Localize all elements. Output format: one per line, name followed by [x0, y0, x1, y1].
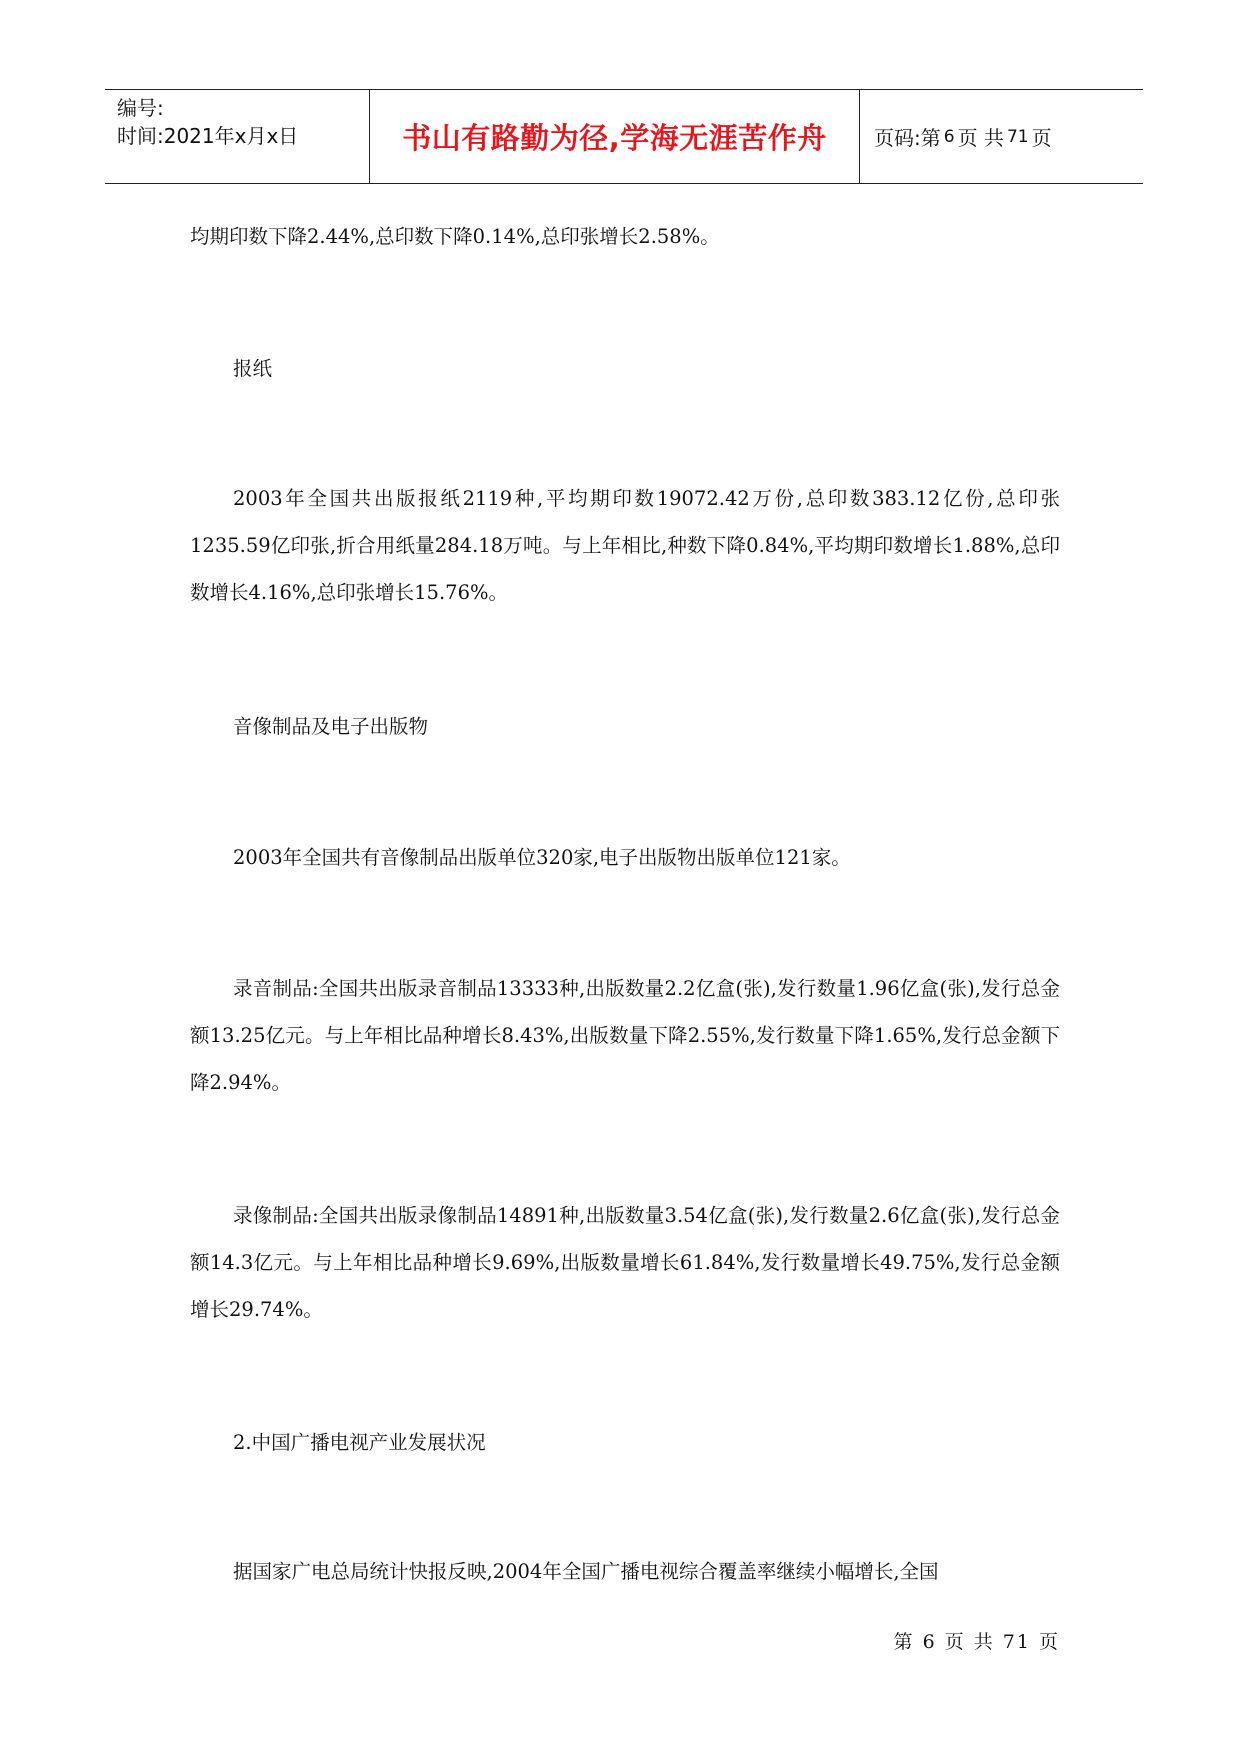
page-suffix: 页 [1031, 126, 1052, 150]
paragraph-broadcasting: 据国家广电总局统计快报反映,2004年全国广播电视综合覆盖率继续小幅增长,全国 [233, 1560, 939, 1583]
section-heading-newspapers: 报纸 [233, 357, 273, 380]
section-heading-broadcasting: 2.中国广播电视产业发展状况 [233, 1431, 486, 1454]
page-footer: 第 6 页 共 71 页 [893, 1631, 1060, 1653]
document-number-label: 编号: [117, 96, 164, 120]
header-motto: 书山有路勤为径,学海无涯苦作舟 [402, 121, 827, 155]
page-prefix: 页码:第 [874, 126, 941, 150]
header-page-info [860, 90, 1143, 183]
page-current: 6 [943, 126, 955, 147]
page-header [105, 89, 1143, 184]
paragraph-newspapers: 2003年全国共出版报纸2119种,平均期印数19072.42万份,总印数383.12亿份,总印张1235.59亿印张,折合用纸量284.18万吨。与上年相比,种数下降0.84%,平均期印数增长1.88%,总印数增长4.16%,总印张增长15.76%。 [190, 487, 1060, 604]
page-total: 71 [1006, 126, 1029, 147]
paragraph-publishers: 2003年全国共有音像制品出版单位320家,电子出版物出版单位121家。 [233, 846, 851, 869]
paragraph-video-products: 录像制品:全国共出版录像制品14891种,出版数量3.54亿盒(张),发行数量2.6亿盒(张),发行总金额14.3亿元。与上年相比品种增长9.69%,出版数量增长61.84%,发行数量增长49.75%,发行总金额增长29.74%。 [190, 1204, 1060, 1321]
paragraph-continued: 均期印数下降2.44%,总印数下降0.14%,总印张增长2.58%。 [190, 225, 720, 248]
document-time-label: 时间:2021年x月x日 [117, 124, 299, 148]
header-motto-cell [369, 90, 860, 183]
paragraph-audio-products: 录音制品:全国共出版录音制品13333种,出版数量2.2亿盒(张),发行数量1.96亿盒(张),发行总金额13.25亿元。与上年相比品种增长8.43%,出版数量下降2.55%,发行数量下降1.65%,发行总金额下降2.94%。 [190, 977, 1060, 1094]
page-mid: 页 共 [957, 126, 1004, 150]
section-heading-audio-video: 音像制品及电子出版物 [233, 715, 429, 738]
header-meta [105, 90, 369, 183]
